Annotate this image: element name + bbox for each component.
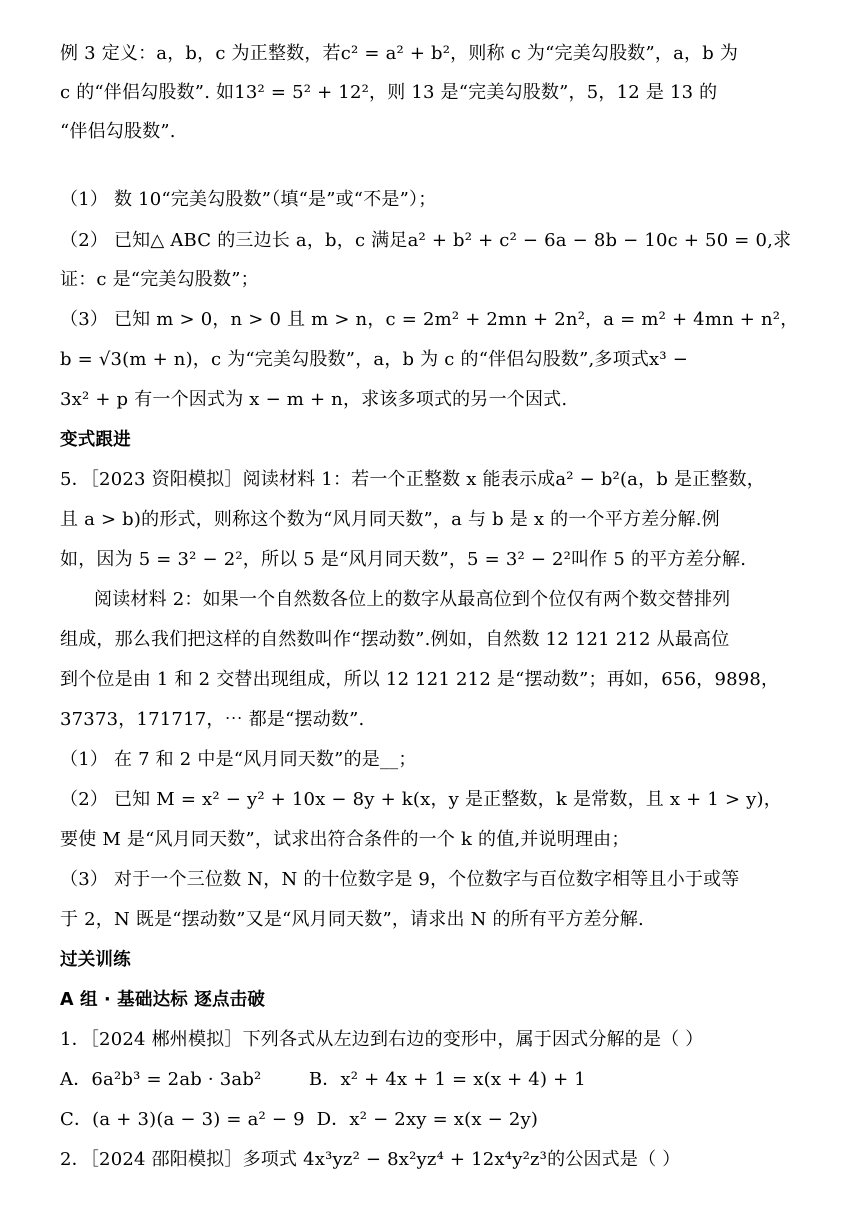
example3-question-3-line-1: （3） 已知 m > 0，n > 0 且 m > n，c = 2m² + 2mn + 2n²，a = m² + 4mn + n²， — [60, 309, 799, 330]
training-heading: 过关训练 — [60, 950, 131, 970]
example3-question-3-line-2: b = √3(m + n)，c 为“完美勾股数”，a，b 为 c 的“伴侣勾股数”,多项式x³ − — [60, 349, 689, 370]
example3-line-1: 例 3 定义：a，b，c 为正整数，若c² = a² + b²，则称 c 为“完美勾股数”，a，b 为 — [60, 43, 739, 64]
problem5-question-3-line-2: 于 2，N 既是“摆动数”又是“风月同天数”，请求出 N 的所有平方差分解. — [60, 909, 644, 930]
group-heading: A 组 · 基础达标 逐点击破 — [60, 990, 266, 1010]
problem5-material2-line-2: 组成，那么我们把这样的自然数叫作“摆动数”.例如，自然数 12 121 212 从最高位 — [60, 629, 730, 650]
problem5-intro-line-1: 5．［2023 资阳模拟］阅读材料 1：若一个正整数 x 能表示成a² − b²(a，b 是正整数， — [60, 469, 765, 490]
example3-question-2-line-2: 证：c 是“完美勾股数”； — [60, 269, 259, 290]
example3-line-2: c 的“伴侣勾股数”. 如13² = 5² + 12²，则 13 是“完美勾股数”，5，12 是 13 的 — [60, 82, 718, 103]
problem5-intro-line-2: 且 a > b)的形式，则称这个数为“风月同天数”，a 与 b 是 x 的一个平方差分解.例 — [60, 509, 720, 530]
example3-question-3-line-3: 3x² + p 有一个因式为 x − m + n，求该多项式的另一个因式. — [60, 389, 568, 410]
problem5-question-1: （1） 在 7 和 2 中是“风月同天数”的是__； — [60, 749, 417, 770]
example3-question-2-line-1: （2） 已知△ ABC 的三边长 a，b，c 满足a² + b² + c² − 6a − 8b − 10c + 50 = 0,求 — [60, 230, 792, 251]
problem5-material2-line-4: 37373，171717，⋯ 都是“摆动数”. — [60, 709, 365, 730]
example3-question-1: （1） 数 10“完美勾股数”（填“是”或“不是”）； — [60, 189, 437, 210]
problem2-stem: 2．［2024 邵阳模拟］多项式 4x³yz² − 8x²yz⁴ + 12x⁴y²z³的公因式是（ ） — [60, 1149, 681, 1170]
problem5-material2-line-1: 阅读材料 2：如果一个自然数各位上的数字从最高位到个位仅有两个数交替排列 — [94, 589, 731, 610]
problem1-options-row-2: C．(a + 3)(a − 3) = a² − 9 D．x² − 2xy = x(x − 2y) — [60, 1109, 539, 1130]
example3-line-3: “伴侣勾股数”. — [60, 121, 176, 142]
problem5-question-3-line-1: （3） 对于一个三位数 N，N 的十位数字是 9，个位数字与百位数字相等且小于或等 — [60, 869, 740, 890]
problem1-options-row-1: A．6a²b³ = 2ab · 3ab² B．x² + 4x + 1 = x(x + 4) + 1 — [60, 1069, 586, 1090]
problem5-material2-line-3: 到个位是由 1 和 2 交替出现组成，所以 12 121 212 是“摆动数”；再如，656，9898， — [60, 669, 780, 690]
variant-heading: 变式跟进 — [60, 430, 131, 450]
problem1-stem: 1．［2024 郴州模拟］下列各式从左边到右边的变形中，属于因式分解的是（ ） — [60, 1029, 704, 1050]
problem5-question-2-line-1: （2） 已知 M = x² − y² + 10x − 8y + k(x，y 是正整数，k 是常数，且 x + 1 > y)， — [60, 789, 782, 810]
problem5-question-2-line-2: 要使 M 是“风月同天数”，试求出符合条件的一个 k 的值,并说明理由； — [60, 829, 630, 850]
problem5-intro-line-3: 如，因为 5 = 3² − 2²，所以 5 是“风月同天数”，5 = 3² − 2²叫作 5 的平方差分解. — [60, 549, 747, 570]
